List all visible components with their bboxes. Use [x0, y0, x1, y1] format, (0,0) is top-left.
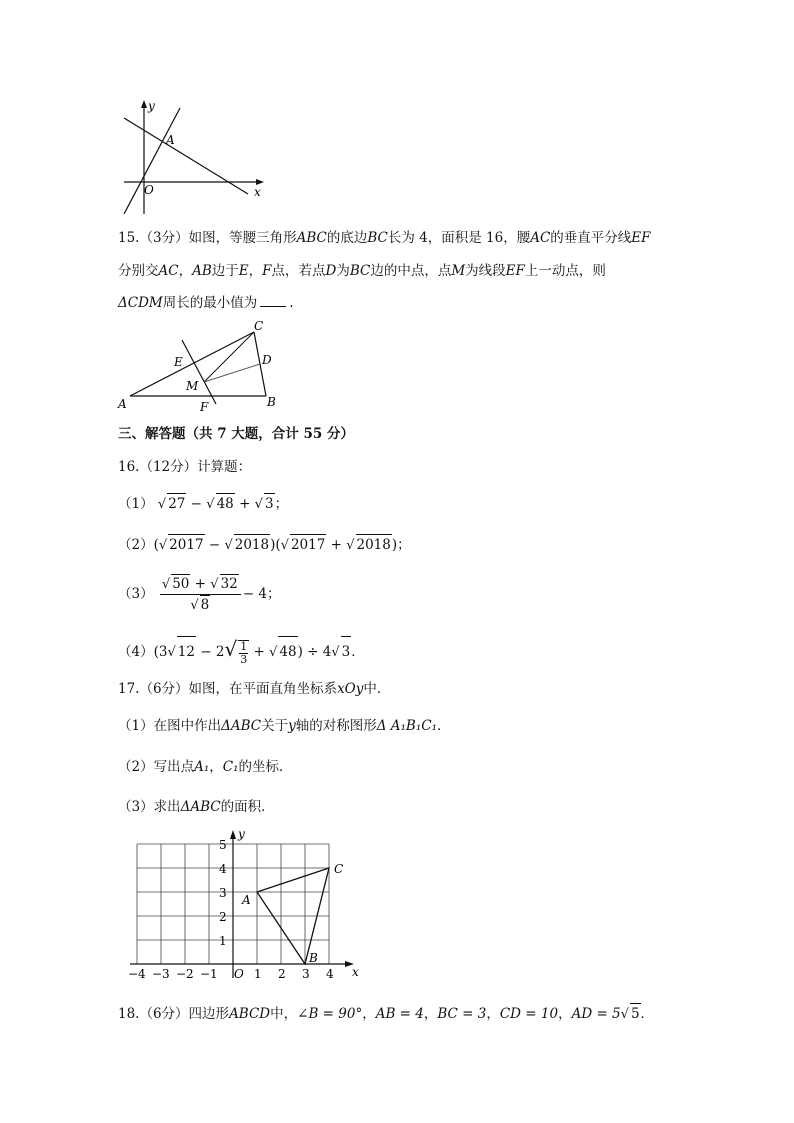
perp-bisector-ef — [182, 340, 216, 404]
q15-line3 — [118, 293, 294, 313]
sqrt-icon: √ — [224, 637, 238, 661]
q15-end: . — [289, 295, 294, 311]
q15-text: 为线段 — [465, 263, 506, 279]
q17-text: （3）求出 — [118, 799, 181, 815]
section3-title: 三、解答题（共 7 大题，合计 55 分） — [118, 426, 354, 442]
y-tick: 3 — [219, 886, 227, 900]
sqrt-icon: √ — [280, 538, 289, 553]
x-tick: 3 — [302, 967, 310, 980]
paren: ) — [391, 537, 398, 553]
q15-sep: ， — [178, 263, 193, 279]
x-tick-labels — [128, 967, 334, 980]
fig15-label-d: D — [262, 353, 272, 367]
q17-text: 的面积． — [220, 799, 275, 815]
sqrt-icon: √ — [269, 645, 278, 660]
q16-coef: 2 — [215, 644, 225, 660]
q15-text: 边于 — [211, 263, 239, 279]
q15-d: D — [325, 263, 337, 279]
q17-part3 — [118, 797, 275, 817]
q15-sep: ， — [248, 263, 263, 279]
fig14-label-a: A — [166, 133, 175, 147]
q15-text: 长为 4，面积是 16，腰 — [387, 230, 531, 246]
q16-part1 — [118, 493, 288, 515]
q17-tri2: Δ A₁B₁C₁ — [376, 718, 438, 734]
q18-angle: ∠B = 90° — [297, 1006, 363, 1022]
sqrt-icon: √ — [620, 1007, 629, 1022]
fig15-label-a: A — [118, 397, 127, 411]
q15-text: 上一动点，则 — [524, 263, 606, 279]
sqrt-icon: √ — [190, 598, 199, 613]
q16-r2018: 2018 — [234, 534, 270, 555]
plus-sign: + — [239, 496, 251, 512]
q17-text: 的坐标． — [238, 759, 293, 775]
q15-tri-cdm: ΔCDM — [118, 295, 163, 311]
q15-figure — [116, 316, 286, 414]
q18-line — [118, 1003, 654, 1025]
fig17-label-o: O — [234, 967, 244, 980]
q15-text: 的底边 — [326, 230, 368, 246]
q15-f: F — [262, 263, 272, 279]
q18-ad: AD = 5 — [571, 1006, 621, 1022]
paren: ( — [153, 537, 159, 553]
y-axis-arrow-icon — [230, 830, 236, 839]
plus-sign: + — [330, 537, 342, 553]
q14-figure — [120, 98, 270, 216]
x-tick: −1 — [200, 967, 218, 980]
sqrt-icon: √ — [167, 645, 176, 660]
x-tick: 1 — [254, 967, 262, 980]
q18-sep: ， — [423, 1006, 438, 1022]
sqrt-icon: √ — [210, 577, 219, 592]
semicolon: ； — [266, 586, 281, 602]
fig15-label-c: C — [254, 319, 264, 333]
sqrt-icon: √ — [206, 497, 215, 512]
q17-text: 17.（6分）如图，在平面直角坐标系 — [118, 681, 338, 697]
q15-ab: AB — [192, 263, 212, 279]
q15-e: E — [238, 263, 249, 279]
sqrt-icon: √ — [346, 538, 355, 553]
q18-text: 中， — [270, 1006, 298, 1022]
q16-p2-label: （2） — [118, 537, 154, 553]
q16-p4-label: （4） — [118, 644, 154, 660]
q16-coef: 3 — [158, 644, 168, 660]
paren: )( — [270, 537, 281, 553]
semicolon: ； — [274, 496, 289, 512]
fig17-label-a: A — [242, 893, 251, 907]
q17-text: 中． — [363, 681, 391, 697]
q15-text: 周长的最小值为 — [162, 295, 258, 311]
q18-quad: ABCD — [229, 1006, 271, 1022]
q17-tri: ΔABC — [180, 799, 221, 815]
q17-sep: ， — [209, 759, 223, 775]
q18-text: 18.（6分）四边形 — [118, 1006, 230, 1022]
fraction-numerator: √ 50 + √ 32 — [160, 574, 241, 595]
sqrt-icon: √ — [161, 577, 171, 592]
q15-text: 的垂直平分线 — [550, 230, 632, 246]
q16-r32: 32 — [220, 576, 238, 592]
y-axis-arrow-icon — [141, 100, 147, 108]
minus-sign: − — [208, 537, 221, 553]
q16-part3 — [118, 574, 280, 614]
fig15-label-b: B — [267, 395, 276, 409]
sqrt-icon: √ — [331, 645, 340, 660]
q15-number: 15. — [118, 230, 140, 246]
q16-p1-label: （1） — [118, 496, 154, 512]
q15-text: 边的中点，点 — [370, 263, 452, 279]
plus-sign: + — [253, 644, 265, 660]
q16-r2018: 2018 — [356, 534, 392, 555]
fig14-label-y: y — [148, 99, 155, 113]
q16-r12: 12 — [177, 636, 196, 667]
decreasing-line — [124, 118, 248, 194]
fig15-label-f: F — [200, 400, 209, 414]
q18-bc: BC = 3 — [437, 1006, 487, 1022]
q16-r3: 3 — [341, 636, 352, 667]
q17-text: ． — [437, 718, 451, 734]
sqrt-icon: √ — [157, 497, 167, 512]
q17-a1: A₁ — [194, 759, 210, 775]
fraction-denominator: 3 — [240, 652, 248, 666]
q16-r48: 48 — [278, 636, 297, 667]
fig17-label-c: C — [334, 862, 344, 876]
x-tick: 4 — [326, 967, 334, 980]
q15-bc: BC — [367, 230, 388, 246]
q15-line1 — [118, 228, 651, 248]
x-tick: 2 — [278, 967, 286, 980]
q15-ef: EF — [631, 230, 651, 246]
q18-sep: ， — [558, 1006, 572, 1022]
q16-r2017: 2017 — [290, 534, 326, 555]
q15-bc: BC — [349, 263, 371, 279]
q17-text: （2）写出点 — [118, 759, 195, 775]
q16-part4 — [118, 634, 365, 666]
fraction-denominator — [160, 595, 241, 615]
q18-r5: 5 — [630, 1003, 641, 1024]
q15-m: M — [451, 263, 466, 279]
q18-cd: CD = 10 — [499, 1006, 559, 1022]
line-through-origin — [124, 108, 180, 214]
q15-text: 分别交 — [118, 263, 159, 279]
q15-text: 点，若点 — [271, 263, 326, 279]
q18-sep: ， — [362, 1006, 376, 1022]
q16-fraction — [160, 574, 241, 615]
q17-part1 — [118, 716, 451, 736]
semicolon: ； — [397, 537, 411, 553]
q17-head — [118, 679, 390, 699]
y-tick-labels — [219, 838, 227, 948]
q15-answer-blank[interactable] — [260, 294, 286, 307]
q16-r8: 8 — [200, 597, 210, 613]
q16-r48: 48 — [216, 493, 235, 514]
q16-part2 — [118, 534, 411, 556]
q15-text: 为 — [336, 263, 350, 279]
q18-sep: ， — [486, 1006, 500, 1022]
paren: ) — [297, 644, 303, 660]
sqrt-icon: √ — [224, 538, 233, 553]
q16-r3: 3 — [264, 493, 275, 514]
q17-y: y — [288, 718, 296, 734]
q15-ac: AC — [530, 230, 551, 246]
q16-p3-label: （3） — [118, 586, 154, 602]
paren: ( — [153, 644, 159, 660]
q16-coef: 4 — [322, 644, 332, 660]
q16-r50: 50 — [172, 576, 190, 592]
minus-sign: − — [190, 496, 202, 512]
y-tick: 1 — [219, 934, 227, 948]
q15-line2 — [118, 261, 606, 281]
q16-r2017: 2017 — [168, 534, 204, 555]
q16-small-fraction — [238, 640, 249, 666]
y-tick: 2 — [219, 910, 227, 924]
fig14-label-x: x — [254, 185, 261, 199]
q17-tri: ΔABC — [221, 718, 262, 734]
sqrt-icon: √ — [254, 497, 263, 512]
fraction-numerator: 1 — [240, 639, 248, 653]
q17-xoy: xOy — [337, 681, 364, 697]
period: ． — [351, 644, 365, 660]
q18-end: ． — [640, 1006, 655, 1022]
minus-sign: − — [200, 644, 212, 660]
fig14-label-o: O — [144, 183, 154, 197]
q15-text: 如图，等腰三角形 — [188, 230, 297, 246]
q17-c1: C₁ — [222, 759, 239, 775]
q17-text: 轴的对称图形 — [295, 718, 377, 734]
q16-r27: 27 — [167, 493, 186, 514]
q17-text: 关于 — [261, 718, 289, 734]
sqrt-icon: √ — [158, 538, 168, 553]
x-tick: −3 — [152, 967, 170, 980]
q15-tri: ABC — [296, 230, 327, 246]
fig17-label-x: x — [352, 965, 359, 979]
x-tick: −2 — [176, 967, 194, 980]
q17-grid-figure — [116, 828, 366, 980]
segment-cm — [204, 332, 254, 382]
q18-ab: AB = 4 — [375, 1006, 424, 1022]
q17-part2 — [118, 757, 293, 777]
x-tick: −4 — [128, 967, 146, 980]
minus-four: − 4 — [242, 586, 267, 602]
q16-head: 16.（12分）计算题： — [118, 459, 252, 475]
q15-score: （3分） — [139, 230, 189, 246]
fig17-label-b: B — [309, 951, 318, 965]
fig15-label-e: E — [174, 355, 183, 369]
q15-ac: AC — [158, 263, 179, 279]
y-tick: 5 — [219, 838, 227, 852]
fig15-label-m: M — [186, 379, 199, 393]
q17-text: （1）在图中作出 — [118, 718, 222, 734]
y-tick: 4 — [219, 862, 227, 876]
fig17-label-y: y — [238, 828, 245, 841]
q15-ef: EF — [505, 263, 525, 279]
divide-sign: ÷ — [307, 644, 319, 660]
